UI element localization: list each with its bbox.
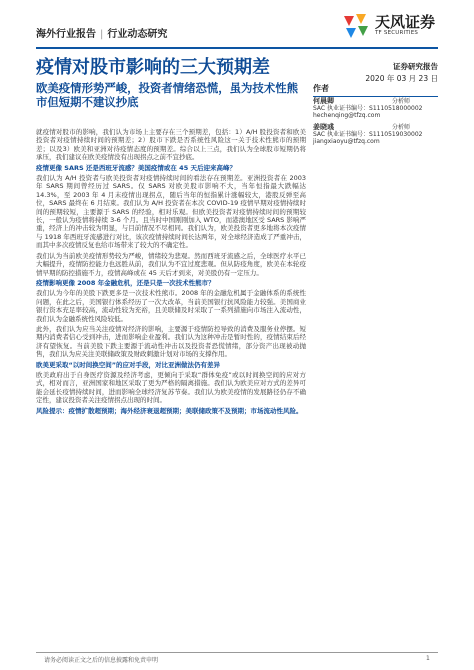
body-paragraph: 我们认为当前欧美疫情形势较为严峻，情绪较为悲观。然而西班牙流感之后，全球医疗水平已大幅提升，疫情防控能力也远胜从前，我们认为不宜过度悲观。但从防疫角度，欧美在本轮疫情早期的防控措施不力，疫情高峰或在 45 天后才到来，对美股仍有一定压力。 xyxy=(36,251,306,277)
analyst-email: jiangxiaoyu@tfzq.com xyxy=(313,138,380,146)
page-title: 疫情对股市影响的三大预期差 xyxy=(36,57,270,78)
report-meta xyxy=(342,61,438,85)
analyst-cert: SAC 执业证书编号：S1110519030002 xyxy=(313,131,423,139)
header-rule xyxy=(36,47,438,49)
analyst-card xyxy=(313,124,438,146)
logo-subname: TF SECURITIES xyxy=(375,30,419,36)
category-separator: | xyxy=(100,29,104,40)
body-paragraph: 我们认为 A/H 投资者与欧美投资者对疫情持续时间的看法存在预期差。亚洲投资者在 2003 年 SARS 期间曾经历过 SARS。仅 SARS 对欧美股市影响不大，当年恒指最大跌幅达 14.3%，至 2003 年 4 月末疫情出现拐点，随后当年的恒指累计涨幅较大，港股反弹至高位，SARS 最终在 6 月结束。我们认为 A/H 投资者在本次 COVID-19 疫情早期对疫情持续时间的预期较短，主要源于 SARS 的经验，相对乐观。但欧美投资者对疫情持续时间的预期较长，一般认为疫情将持续 3-6 个月。且当时中国刚刚加入 WTO，而港澳地区受 SARS 影响严重，经济上的冲击较为明显，与目前情况不尽相同。我们认为，欧美投资者更多地将本次疫情与 1918 年西班牙流感进行对比，该次疫情持续时间长达两年，对全球经济造成了严重冲击，而其中多次疫情反复也给市场带来了较大的不确定性。 xyxy=(36,174,306,250)
section-heading: 欧美更采取“以时间换空间”的应对手段，对比亚洲做法仍有差异 xyxy=(36,360,221,369)
report-body xyxy=(36,128,306,417)
body-paragraph: 欧美政府出于自身医疗资源及经济考虑，更倾向于采取“群体免疫”或以时间换空间的应对方式，相对而言，亚洲国家和地区采取了更为严格的隔离措施。我们认为欧美应对方式的差异可能会延长疫情持续时间，进而影响全球经济复苏节奏。我们认为欧美疫情的发展路径仍存不确定性，建议投资者关注疫情拐点出现的时间。 xyxy=(36,370,306,405)
body-paragraph: 我们认为今年的美股下跌更多是一次技术性熊市。2008 年的金融危机属于金融体系的系统性问题，在此之后，美国银行体系经历了一次大改革，当前美国银行抗风险能力较强。美国商业银行资本充足率较高，流动性较为充裕，且美联储及时采取了一系列措施向市场注入流动性，我们认为金融系统性风险较低。 xyxy=(36,289,306,323)
analyst-card xyxy=(313,98,438,120)
company-logo xyxy=(342,10,438,44)
report-type: 证券研究报告 xyxy=(393,62,438,71)
analyst-name: 何晨卿 xyxy=(313,97,334,105)
section-heading: 疫情影响更像 2008 年金融危机，还是只是一次技术性熊市？ xyxy=(36,278,215,287)
footer-disclaimer: 请务必阅读正文之后的信息披露和免责申明 xyxy=(44,657,159,664)
report-header xyxy=(36,0,438,48)
section-heading: 疫情更像 SARS 还是西班牙流感？美国疫情或在 45 天后迎来高峰？ xyxy=(36,163,236,172)
logo-mark-icon xyxy=(342,12,372,40)
footer-rule xyxy=(36,652,438,653)
body-paragraph: 此外，我们认为应当关注疫情对经济的影响，主要源于疫情防控导致的消费及服务业停摆。短期内消费者信心受到冲击，进而影响企业盈利。我们认为这种冲击是暂时性的，疫情结束后经济有望恢复。当前美股下跌主要源于流动性冲击以及投资者恐慌情绪，部分资产出现被动抛售，我们认为应关注美联储政策及财政刺激计划对市场的支撑作用。 xyxy=(36,324,306,359)
analyst-email: hechenqing@tfzq.com xyxy=(313,112,381,120)
authors-heading: 作者 xyxy=(313,83,438,97)
subcategory-label: 行业动态研究 xyxy=(107,29,168,40)
report-category xyxy=(36,25,167,40)
body-paragraph: 就疫情对股市的影响，我们认为市场上主要存在三个预期差，包括：1）A/H 股投资者和欧美投资者对疫情持续时间的预期差；2）股市下跌是否系统性风险这一关于技术性熊市的预期差；以及3）欧美和亚洲对待疫情态度的预期差。综合以上三点，我们认为全球股市短期仍将承压，我们建议在欧美疫情没有出现拐点之前不宜抄底。 xyxy=(36,128,306,162)
analyst-role: 分析师 xyxy=(391,98,410,105)
report-date: 2020 年 03 月 23 日 xyxy=(365,74,438,83)
logo-name: 天风证券 xyxy=(375,13,436,31)
category-label: 海外行业报告 xyxy=(36,29,96,40)
page-number: 1 xyxy=(426,655,430,662)
analyst-name: 姜晓彧 xyxy=(313,123,334,131)
analyst-role: 分析师 xyxy=(391,124,410,131)
risk-note: 风险提示：疫情扩散超预期；海外经济衰退超预期；美联储政策不及预期；市场流动性风险。 xyxy=(36,406,303,415)
report-subtitle: 欧美疫情形势严峻，投资者情绪恐慌，虽为技术性熊市但短期不建议抄底 xyxy=(36,81,298,109)
analyst-cert: SAC 执业证书编号：S1110518000002 xyxy=(313,105,423,113)
